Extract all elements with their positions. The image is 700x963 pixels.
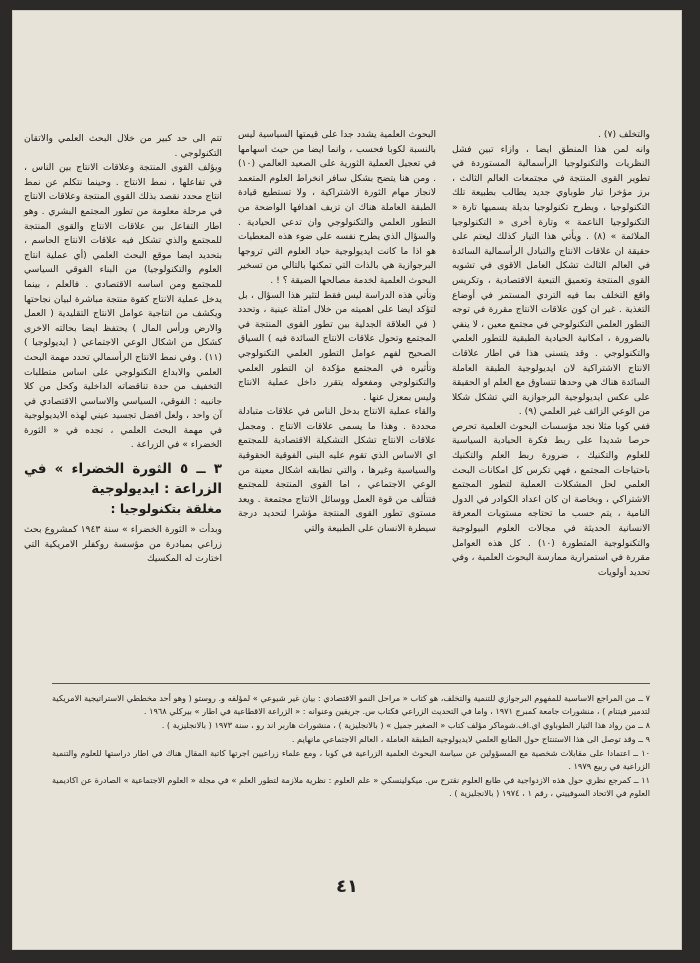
footnote: ٨ ــ من رواد هذا التيار الطوباوي اي.اف.شوماكر مؤلف كتاب « الصغير جميل » ( بالانجليزية ) ، منشورات هاربر اند رو ، سنة ١٩٧٣ ( بالانجليزية ) . — [161, 720, 650, 730]
footnote: ٩ ــ وقد توصل الى هذا الاستنتاج حول الطابع العلمي لايديولوجية الطبقة العاملة ، العالم الاجتماعي مانهايم . — [291, 734, 650, 744]
footnote-divider — [52, 683, 650, 684]
section-heading — [24, 459, 222, 519]
paragraph: والتخلف (٧) . — [598, 129, 650, 140]
footnote: ٧ ــ من المراجع الاساسية للمفهوم البرجوازي للتنمية والتخلف، هو كتاب « مراحل النمو الاقتصادي : بيان غير شيوعي » لمؤلفه و. روستو ( وهو أحد مخططي الاستراتيجية الامريكية لتدمير فيتنام ) ، منشورات جامعة كمبرج ١٩٧١ ، واما في التحديث الزراعي فكتاب س. جريفين وعنوانه : « الزراعة الاقطاعية في اطار » بيركلي ١٩٦٨ . — [52, 693, 650, 716]
paragraph: وتأتي هذه الدراسة ليس فقط لتثير هذا السؤال ، بل لتؤكد ايضا على اهميته من خلال امثلة عينية ، وتحدد ( في العلاقة الجدلية بين تطور القوى المنتجة في المجتمع وتحول علاقات الانتاج السائدة فيه ) السياق الصحيح لفهم عوامل التطور العلمي التكنولوجي وتأثيره في المجتمع مؤكدة ان التطور العلمي والتكنولوجي ومفعوله يتقرر داخل عملية الانتاج وليس بمعزل عنها . — [238, 289, 436, 403]
column-right — [452, 128, 650, 668]
footnote: ١٠ ــ اعتمادا على مقابلات شخصية مع المسؤولين عن سياسة البحوث العلمية الزراعية في كوبا ، ومع علماء زراعيين اجرتها كاتبة المقال هناك في اطار دراستها للعلوم والتنمية الزراعية في ربيع ١٩٧٩ . — [52, 748, 650, 771]
paragraph: والقاء عملية الانتاج بدخل الناس في علاقات متبادلة محددة . وهذا ما يسمى علاقات الانتاج . ومجمل علاقات الانتاج تشكل التشكيلة الاقتصادية للمجتمع اي الاساس الذي تقوم عليه البنى الفوقية الحقوقية والسياسية وغيرها ، والتي تطابقه اشكال معينة من الوعي الاجتماعي ، اما القوى المنتجة للمجتمع فتتألف من قوة العمل ووسائل الانتاج مجتمعة . ويعد مستوى تطور القوى المنتجة مؤشرا لتحديد درجة سيطرة الانسان على الطبيعة والتي — [238, 406, 436, 535]
column-middle — [238, 128, 436, 668]
paragraph: وبدأت « الثورة الخضراء » سنة ١٩٤٣ كمشروع بحث زراعي بمبادرة من مؤسسة روكفلر الامريكية التي اختارت له المكسيك — [24, 524, 222, 565]
section-number: ٣ ــ ٥ — [179, 461, 223, 478]
paragraph: تتم الى حد كبير من خلال البحث العلمي والاتقان التكنولوجي . — [24, 133, 222, 159]
footnote: ١١ ــ كمرجع نظري حول هذه الازدواجية في طابع العلوم نقترح س. ميكولينسكي « علم العلوم : نظرية ملازمة لتطور العلم » في مجلة « العلوم الاجتماعية » الصادرة عن اكاديمية العلوم في الاتحاد السوفييتي ، رقم ١ ، ١٩٧٤ ( بالانجليزية ) . — [52, 775, 650, 798]
paragraph: ففي كوبا مثلا نجد مؤسسات البحوث العلمية تحرص حرصا شديدا على ربط فكرة الحيادية السياسية للعلوم والتكنيك ، ضرورة ربط العلم والتكنيك باحتياجات المجتمع ، فهي تكرس كل امكانات البحث العلمي لحل المشكلات العملية لتطور المجتمع الاشتراكي ، وبخاصة ان كان اعداد الكوادر في الدول النامية ، يتم حسب ما تحتاجه مستويات المعرفة الانسانية الحديثة في مجالات العلوم البيولوجية والتكنولوجية المتطورة (١٠) . كل هذه العوامل مقررة في استمرارية ممارسة البحوث العلمية ، وفي تحديد أولويات — [452, 420, 650, 578]
section-subtitle: مغلقة بتكنولوجيا : — [110, 501, 222, 517]
document-page — [12, 10, 682, 950]
paragraph: وانه لمن هذا المنطق ايضا ، وازاء تبين فشل النظريات والتكنولوجيا الرأسمالية المستوردة في تطوير القوى المنتجة في مجتمعات العالم الثالث ، برز مؤخرا تيار طوباوي جديد يطالب بطبيعة تلك التكنولوجيا ، ويطرح تكنولوجيا بديلة يسميها تارة « التكنولوجيا الناعمة » وتارة أخرى « التكنولوجيا الملائمة » (٨) . ويأتي هذا التيار كذلك ليعتم على حقيقة ان علاقات الانتاج والتبادل الرأسمالية السائدة في العالم الثالث تشكل العامل الاقوى في تشويه القوى المنتجة وتعميق التبعية الاقتصادية ، وتكريس واقع التخلف بما فيه التردي المستمر في أوضاع التغذية . غير ان كون علاقات الانتاج مقررة في توجه التطور العلمي التكنولوجي في مجتمع معين ، لا ينفي بالضرورة ، امكانية الحيادية الطبقية للتطور العلمي والتكنولوجي . وقد يتسنى هذا في اطار علاقات الانتاج الاشتراكية لان ايديولوجية الطبقة العاملة السائدة هناك هي وحدها تتساوق مع العلم او الحقيقة على عكس ايديولوجية البرجوازية التي تشكل شكلا من الوعي الزائف غير العلمي (٩) . — [452, 143, 650, 418]
paragraph: ويؤلف القوى المنتجة وعلاقات الانتاج بين الناس ، في تفاعلها ، نمط الانتاج . وحينما نتكلم عن نمط انتاج محدد نقصد بذلك القوى المنتجة وعلاقات الانتاج في مرحلة معلومة من تطور المجتمع البشري . وهو اطار التفاعل بين علاقات الانتاج والقوى المنتجة للمجتمع والذي تشكل فيه علاقات الانتاج الحاسم ، بتحديد ايضا موقع البحث العلمي (أي عملية انتاج العلوم والتكنولوجيا) من البناء الفوقي السياسي للمجتمع ومن اساسه الاقتصادي . فالعلم ، بينما يدخل عملية الانتاج كقوة منتجة مباشرة لبيان نجاحتها ويكشف من انتاجية عوامل الانتاج التقليدية ( العمل والارض ورأس المال ) يحتفظ ايضا بحالته الاخرى كشكل من اشكال الوعي الاجتماعي ( ايديولوجيا ) (١١) . وفي نمط الانتاج الرأسمالي تحدد مهمة البحث العلمي والابداع التكنولوجي على اساس متطلبات التخفيف من حدة تناقضاته الداخلية وكحل من كلا جانبيه : الفوقي، السياسي والاساسي الاقتصادي في آن واحد ، ولعل افضل تجسيد عيني لهذه الايديولوجية في مهمة البحث العلمي ، تجده في « الثورة الخضراء » في الزراعة . — [24, 162, 222, 451]
paragraph: البحوث العلمية يشدد جدا على قيمتها السياسية ليس بالنسبة لكوبا فحسب ، وانما ايضا من حيث اسهامها في تعجيل العملية الثورية على الصعيد العالمي (١٠) . ومن هنا يتضح بشكل سافر انخراط العلوم المتعمد لانجاز مهام الثورة الاشتراكية ، ولا تستطيع قيادة الطبقة العاملة هناك ان تزيف اهدافها الواضحة من التطور العلمي والتكنولوجي وان تدعي الحيادية . والسؤال الذي يطرح نفسه على ضوء هذه المعطيات هو اذا ما كانت ايديولوجية حياد العلوم التي تروجها البرجوازية هي بالذات التي تمكنها بالتالي من تسخير البحوث العلمية لخدمة مصالحها الضيقة ؟ ! . — [238, 129, 436, 286]
page-number: ٤١ — [336, 876, 358, 897]
column-left — [24, 132, 222, 652]
footnotes — [52, 692, 650, 801]
section-title: الثورة الخضراء » في الزراعة : ايديولوجية — [24, 461, 222, 498]
